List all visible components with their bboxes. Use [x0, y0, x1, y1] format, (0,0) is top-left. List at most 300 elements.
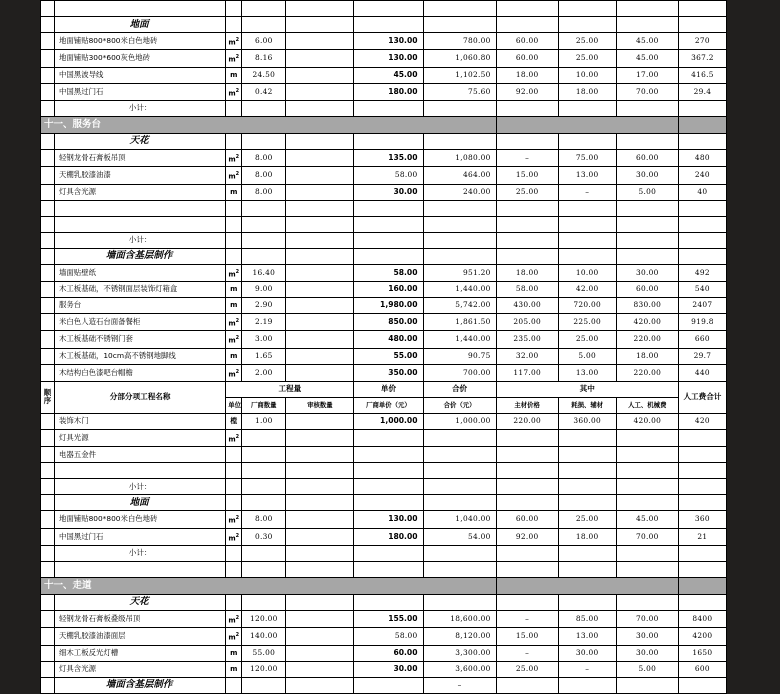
row-order-cell	[41, 628, 55, 645]
row-unit-price-cell: 350.00	[354, 364, 423, 381]
row-labor-total-cell	[678, 677, 726, 693]
row-labor-cell: 17.00	[616, 67, 678, 83]
row-unit-price-cell: 1,000.00	[354, 413, 423, 429]
row-loss-cell: 13.00	[558, 167, 616, 184]
row-unit-cell	[226, 594, 242, 610]
row-audit-qty-cell	[286, 200, 354, 216]
sub-header-row	[41, 248, 727, 264]
column-header-unit: 单位	[226, 397, 242, 413]
table-row	[41, 149, 727, 166]
blank-row	[41, 1, 727, 17]
row-order-cell	[41, 429, 55, 446]
row-unit-price-cell: 30.00	[354, 184, 423, 200]
table-row	[41, 331, 727, 348]
budget-sheet	[40, 0, 727, 691]
row-total-cell: 1,440.00	[423, 281, 496, 297]
row-order-cell	[41, 331, 55, 348]
row-loss-cell	[558, 232, 616, 248]
row-labor-total-cell: 440	[678, 364, 726, 381]
row-material-cell	[496, 133, 558, 149]
row-total-cell: 1,861.50	[423, 313, 496, 330]
row-labor-cell: 45.00	[616, 511, 678, 528]
blank-row	[41, 561, 727, 577]
row-labor-cell: 70.00	[616, 528, 678, 545]
row-material-cell	[496, 200, 558, 216]
row-loss-cell	[558, 133, 616, 149]
row-audit-qty-cell	[286, 100, 354, 116]
row-labor-cell	[616, 100, 678, 116]
table-row	[41, 447, 727, 463]
row-unit-price-cell	[354, 216, 423, 232]
row-audit-qty-cell	[286, 677, 354, 693]
table-row	[41, 67, 727, 83]
row-material-cell	[496, 463, 558, 479]
subtotal-label: 小计：	[55, 232, 226, 248]
row-total-cell: 18,600.00	[423, 610, 496, 627]
subtotal-row	[41, 479, 727, 495]
section-header-label: 十一、服务台	[41, 116, 497, 133]
subtotal-row	[41, 100, 727, 116]
row-unit-price-cell: 155.00	[354, 610, 423, 627]
row-unit-price-cell: 180.00	[354, 83, 423, 100]
row-unit-cell: m	[226, 645, 242, 661]
row-audit-qty-cell	[286, 545, 354, 561]
row-labor-cell	[616, 248, 678, 264]
row-vendor-qty-cell	[242, 447, 286, 463]
row-vendor-qty-cell: 120.00	[242, 661, 286, 677]
row-name-cell	[55, 200, 226, 216]
row-material-cell	[496, 447, 558, 463]
row-unit-cell: $m^2$	[226, 364, 242, 381]
row-material-cell	[496, 216, 558, 232]
row-vendor-qty-cell	[242, 545, 286, 561]
row-unit-price-cell	[354, 232, 423, 248]
row-labor-total-cell: 360	[678, 511, 726, 528]
row-audit-qty-cell	[286, 528, 354, 545]
row-item-name: 中国黑过门石	[55, 528, 226, 545]
row-material-cell: 15.00	[496, 167, 558, 184]
row-loss-cell: 225.00	[558, 313, 616, 330]
row-audit-qty-cell	[286, 645, 354, 661]
row-material-cell	[496, 561, 558, 577]
row-unit-price-cell: 45.00	[354, 67, 423, 83]
row-unit-price-cell	[354, 429, 423, 446]
row-total-cell	[423, 216, 496, 232]
row-vendor-qty-cell: 3.00	[242, 331, 286, 348]
row-audit-qty-cell	[286, 447, 354, 463]
row-vendor-qty-cell: 24.50	[242, 67, 286, 83]
row-labor-total-cell: 4200	[678, 628, 726, 645]
subtotal-row	[41, 545, 727, 561]
row-total-cell: –	[423, 677, 496, 693]
row-order-cell	[41, 561, 55, 577]
row-loss-cell: 75.00	[558, 149, 616, 166]
row-audit-qty-cell	[286, 297, 354, 313]
row-vendor-qty-cell	[242, 561, 286, 577]
row-loss-cell: 25.00	[558, 33, 616, 50]
row-unit-cell	[226, 200, 242, 216]
row-labor-cell	[616, 479, 678, 495]
row-order-cell	[41, 677, 55, 693]
row-vendor-qty-cell: 140.00	[242, 628, 286, 645]
row-total-cell: 1,440.00	[423, 331, 496, 348]
row-material-cell	[496, 232, 558, 248]
column-header-loss-aux: 耗损、辅材	[558, 397, 616, 413]
row-material-cell: 92.00	[496, 528, 558, 545]
row-material-cell: 60.00	[496, 33, 558, 50]
section-header-filler-2	[678, 116, 726, 133]
row-unit-price-cell	[354, 133, 423, 149]
row-total-cell: 8,120.00	[423, 628, 496, 645]
row-loss-cell	[558, 17, 616, 33]
row-item-name: 米白色人造石台面备餐柜	[55, 313, 226, 330]
row-labor-cell	[616, 1, 678, 17]
row-labor-total-cell: 919.8	[678, 313, 726, 330]
table-row	[41, 628, 727, 645]
row-unit-price-cell	[354, 17, 423, 33]
table-row	[41, 281, 727, 297]
row-loss-cell	[558, 545, 616, 561]
table-row	[41, 429, 727, 446]
row-loss-cell: –	[558, 184, 616, 200]
row-audit-qty-cell	[286, 216, 354, 232]
row-total-cell	[423, 17, 496, 33]
row-loss-cell	[558, 594, 616, 610]
row-total-cell	[423, 100, 496, 116]
row-labor-total-cell	[678, 232, 726, 248]
row-unit-cell: 樘	[226, 413, 242, 429]
row-total-cell: 54.00	[423, 528, 496, 545]
row-labor-total-cell	[678, 216, 726, 232]
row-labor-cell: 220.00	[616, 364, 678, 381]
row-vendor-qty-cell: 8.00	[242, 511, 286, 528]
row-vendor-qty-cell: 120.00	[242, 610, 286, 627]
row-audit-qty-cell	[286, 413, 354, 429]
subtotal-label: 小计：	[55, 479, 226, 495]
row-audit-qty-cell	[286, 149, 354, 166]
row-order-cell	[41, 528, 55, 545]
row-material-cell	[496, 1, 558, 17]
row-unit-price-cell: 1,980.00	[354, 297, 423, 313]
row-material-cell: 220.00	[496, 413, 558, 429]
row-labor-total-cell: 420	[678, 413, 726, 429]
row-unit-cell: $m^2$	[226, 149, 242, 166]
row-total-cell: 75.60	[423, 83, 496, 100]
row-labor-total-cell: 29.7	[678, 348, 726, 364]
row-item-name: 墙面贴壁纸	[55, 264, 226, 281]
row-audit-qty-cell	[286, 248, 354, 264]
row-order-cell	[41, 545, 55, 561]
sub-header-label: 天花	[55, 594, 226, 610]
section-header-filler	[496, 116, 678, 133]
table-row	[41, 313, 727, 330]
row-labor-cell: 45.00	[616, 50, 678, 67]
row-audit-qty-cell	[286, 495, 354, 511]
column-header-unit-price-group: 单价	[354, 381, 423, 397]
row-labor-cell: 70.00	[616, 610, 678, 627]
column-header-breakdown-group: 其中	[496, 381, 678, 397]
row-audit-qty-cell	[286, 33, 354, 50]
row-unit-price-cell: 130.00	[354, 511, 423, 528]
row-labor-cell	[616, 216, 678, 232]
row-labor-cell: 30.00	[616, 167, 678, 184]
row-total-cell: 240.00	[423, 184, 496, 200]
row-audit-qty-cell	[286, 331, 354, 348]
row-order-cell	[41, 511, 55, 528]
row-unit-cell: $m^2$	[226, 33, 242, 50]
row-order-cell	[41, 594, 55, 610]
row-loss-cell: 13.00	[558, 628, 616, 645]
column-header-quantity-group: 工程量	[226, 381, 354, 397]
row-item-name: 天棚乳胶漆油漆	[55, 167, 226, 184]
row-material-cell: 430.00	[496, 297, 558, 313]
table-row	[41, 50, 727, 67]
row-vendor-qty-cell: 8.00	[242, 167, 286, 184]
row-material-cell: 32.00	[496, 348, 558, 364]
row-unit-price-cell	[354, 463, 423, 479]
row-unit-price-cell: 180.00	[354, 528, 423, 545]
row-material-cell	[496, 495, 558, 511]
row-audit-qty-cell	[286, 628, 354, 645]
row-total-cell	[423, 495, 496, 511]
row-vendor-qty-cell: 8.00	[242, 149, 286, 166]
row-item-name: 服务台	[55, 297, 226, 313]
row-vendor-qty-cell	[242, 133, 286, 149]
row-labor-cell	[616, 594, 678, 610]
row-vendor-qty-cell	[242, 677, 286, 693]
row-total-cell	[423, 447, 496, 463]
row-total-cell	[423, 463, 496, 479]
row-labor-cell	[616, 200, 678, 216]
row-order-cell	[41, 200, 55, 216]
row-order-cell	[41, 348, 55, 364]
row-loss-cell: 720.00	[558, 297, 616, 313]
row-order-cell	[41, 313, 55, 330]
row-loss-cell: 30.00	[558, 645, 616, 661]
row-labor-total-cell	[678, 1, 726, 17]
row-order-cell	[41, 232, 55, 248]
right-margin	[727, 0, 780, 585]
row-loss-cell: 25.00	[558, 50, 616, 67]
row-material-cell: 205.00	[496, 313, 558, 330]
row-loss-cell: 10.00	[558, 264, 616, 281]
row-loss-cell	[558, 447, 616, 463]
row-item-name: 灯具光源	[55, 429, 226, 446]
row-material-cell: –	[496, 149, 558, 166]
row-unit-price-cell: 160.00	[354, 281, 423, 297]
row-unit-cell: m	[226, 661, 242, 677]
row-vendor-qty-cell	[242, 463, 286, 479]
section-header-row	[41, 577, 727, 594]
row-unit-price-cell	[354, 100, 423, 116]
row-item-name: 装饰木门	[55, 413, 226, 429]
row-material-cell: 18.00	[496, 67, 558, 83]
table-row	[41, 184, 727, 200]
row-audit-qty-cell	[286, 479, 354, 495]
table-row	[41, 167, 727, 184]
row-unit-cell	[226, 17, 242, 33]
row-material-cell	[496, 479, 558, 495]
row-loss-cell: –	[558, 661, 616, 677]
row-material-cell	[496, 545, 558, 561]
row-total-cell: 1,040.00	[423, 511, 496, 528]
row-labor-cell: 18.00	[616, 348, 678, 364]
row-order-cell	[41, 297, 55, 313]
row-order-cell	[41, 264, 55, 281]
row-item-name: 木工板基础，10cm高不锈钢地脚线	[55, 348, 226, 364]
row-material-cell: 235.00	[496, 331, 558, 348]
sub-header-row	[41, 133, 727, 149]
row-labor-cell	[616, 429, 678, 446]
row-unit-cell: $m^2$	[226, 429, 242, 446]
row-vendor-qty-cell	[242, 200, 286, 216]
row-labor-cell: 60.00	[616, 281, 678, 297]
row-order-cell	[41, 184, 55, 200]
column-header-vendor-qty: 厂商数量	[242, 397, 286, 413]
row-order-cell	[41, 479, 55, 495]
row-labor-cell: 5.00	[616, 661, 678, 677]
table-row	[41, 645, 727, 661]
table-row	[41, 264, 727, 281]
row-labor-cell	[616, 232, 678, 248]
sub-header-label: 地面	[55, 17, 226, 33]
row-audit-qty-cell	[286, 364, 354, 381]
row-labor-cell: 30.00	[616, 645, 678, 661]
row-name-cell	[55, 463, 226, 479]
column-header-labor-total: 人工费合计	[678, 381, 726, 413]
row-loss-cell: 18.00	[558, 528, 616, 545]
row-total-cell	[423, 545, 496, 561]
row-unit-price-cell	[354, 479, 423, 495]
section-header-row	[41, 116, 727, 133]
row-labor-total-cell	[678, 133, 726, 149]
row-audit-qty-cell	[286, 313, 354, 330]
row-material-cell: –	[496, 645, 558, 661]
row-order-cell	[41, 447, 55, 463]
row-material-cell: 25.00	[496, 661, 558, 677]
row-total-cell: 1,060.80	[423, 50, 496, 67]
row-material-cell: 60.00	[496, 511, 558, 528]
row-total-cell: 700.00	[423, 364, 496, 381]
row-labor-cell: 30.00	[616, 628, 678, 645]
row-unit-cell	[226, 216, 242, 232]
row-labor-total-cell: 40	[678, 184, 726, 200]
row-unit-cell: $m^2$	[226, 511, 242, 528]
row-unit-cell	[226, 1, 242, 17]
row-vendor-qty-cell: 55.00	[242, 645, 286, 661]
row-unit-price-cell	[354, 200, 423, 216]
row-total-cell: 3,300.00	[423, 645, 496, 661]
row-vendor-qty-cell	[242, 594, 286, 610]
row-item-name: 中国黑过门石	[55, 83, 226, 100]
row-labor-total-cell: 2407	[678, 297, 726, 313]
sub-header-row	[41, 677, 727, 693]
column-header-item-name: 分部分项工程名称	[55, 381, 226, 413]
row-audit-qty-cell	[286, 133, 354, 149]
row-labor-cell	[616, 447, 678, 463]
budget-table	[40, 0, 727, 694]
row-audit-qty-cell	[286, 50, 354, 67]
column-header-labor-machine: 人工、机械费	[616, 397, 678, 413]
row-unit-cell: $m^2$	[226, 610, 242, 627]
row-unit-cell: $m^2$	[226, 628, 242, 645]
row-order-cell	[41, 83, 55, 100]
row-labor-total-cell	[678, 495, 726, 511]
row-audit-qty-cell	[286, 610, 354, 627]
row-labor-cell: 5.00	[616, 184, 678, 200]
row-audit-qty-cell	[286, 511, 354, 528]
row-loss-cell	[558, 1, 616, 17]
row-unit-cell	[226, 463, 242, 479]
column-header-order: 顺 序	[41, 381, 55, 413]
row-labor-total-cell: 270	[678, 33, 726, 50]
row-total-cell: 951.20	[423, 264, 496, 281]
row-vendor-qty-cell: 8.16	[242, 50, 286, 67]
row-labor-total-cell: 1650	[678, 645, 726, 661]
row-labor-cell	[616, 17, 678, 33]
row-vendor-qty-cell	[242, 216, 286, 232]
row-total-cell	[423, 479, 496, 495]
row-unit-cell	[226, 447, 242, 463]
row-unit-price-cell: 55.00	[354, 348, 423, 364]
row-vendor-qty-cell	[242, 248, 286, 264]
row-unit-cell: $m^2$	[226, 50, 242, 67]
row-name-cell	[55, 216, 226, 232]
row-loss-cell: 360.00	[558, 413, 616, 429]
row-audit-qty-cell	[286, 167, 354, 184]
column-header-vendor-unit-price: 厂商单价（元）	[354, 397, 423, 413]
row-item-name: 地面铺贴800*800米白色地砖	[55, 33, 226, 50]
row-audit-qty-cell	[286, 67, 354, 83]
row-item-name: 天棚乳胶漆油漆面层	[55, 628, 226, 645]
row-labor-cell: 60.00	[616, 149, 678, 166]
row-vendor-qty-cell: 2.19	[242, 313, 286, 330]
row-unit-cell	[226, 232, 242, 248]
section-header-label: 十一、走道	[41, 577, 497, 594]
row-material-cell: –	[496, 610, 558, 627]
row-unit-cell	[226, 248, 242, 264]
row-unit-price-cell: 58.00	[354, 264, 423, 281]
row-vendor-qty-cell: 9.00	[242, 281, 286, 297]
row-labor-total-cell	[678, 200, 726, 216]
row-material-cell: 117.00	[496, 364, 558, 381]
row-labor-total-cell: 21	[678, 528, 726, 545]
row-loss-cell: 25.00	[558, 331, 616, 348]
row-total-cell	[423, 594, 496, 610]
row-order-cell	[41, 463, 55, 479]
row-order-cell	[41, 216, 55, 232]
row-unit-cell: $m^2$	[226, 167, 242, 184]
row-material-cell	[496, 677, 558, 693]
row-order-cell	[41, 413, 55, 429]
section-header-filler-2	[678, 577, 726, 594]
row-item-name: 木结构白色漆吧台帽檐	[55, 364, 226, 381]
row-audit-qty-cell	[286, 463, 354, 479]
sub-header-label: 墙面含基层制作	[55, 248, 226, 264]
row-unit-cell	[226, 561, 242, 577]
row-labor-total-cell	[678, 100, 726, 116]
subtotal-row	[41, 232, 727, 248]
row-loss-cell	[558, 677, 616, 693]
row-total-cell	[423, 429, 496, 446]
row-total-cell: 1,000.00	[423, 413, 496, 429]
table-row	[41, 413, 727, 429]
row-loss-cell: 25.00	[558, 511, 616, 528]
row-vendor-qty-cell: 2.90	[242, 297, 286, 313]
row-labor-cell: 220.00	[616, 331, 678, 348]
row-labor-cell: 420.00	[616, 313, 678, 330]
row-loss-cell	[558, 479, 616, 495]
